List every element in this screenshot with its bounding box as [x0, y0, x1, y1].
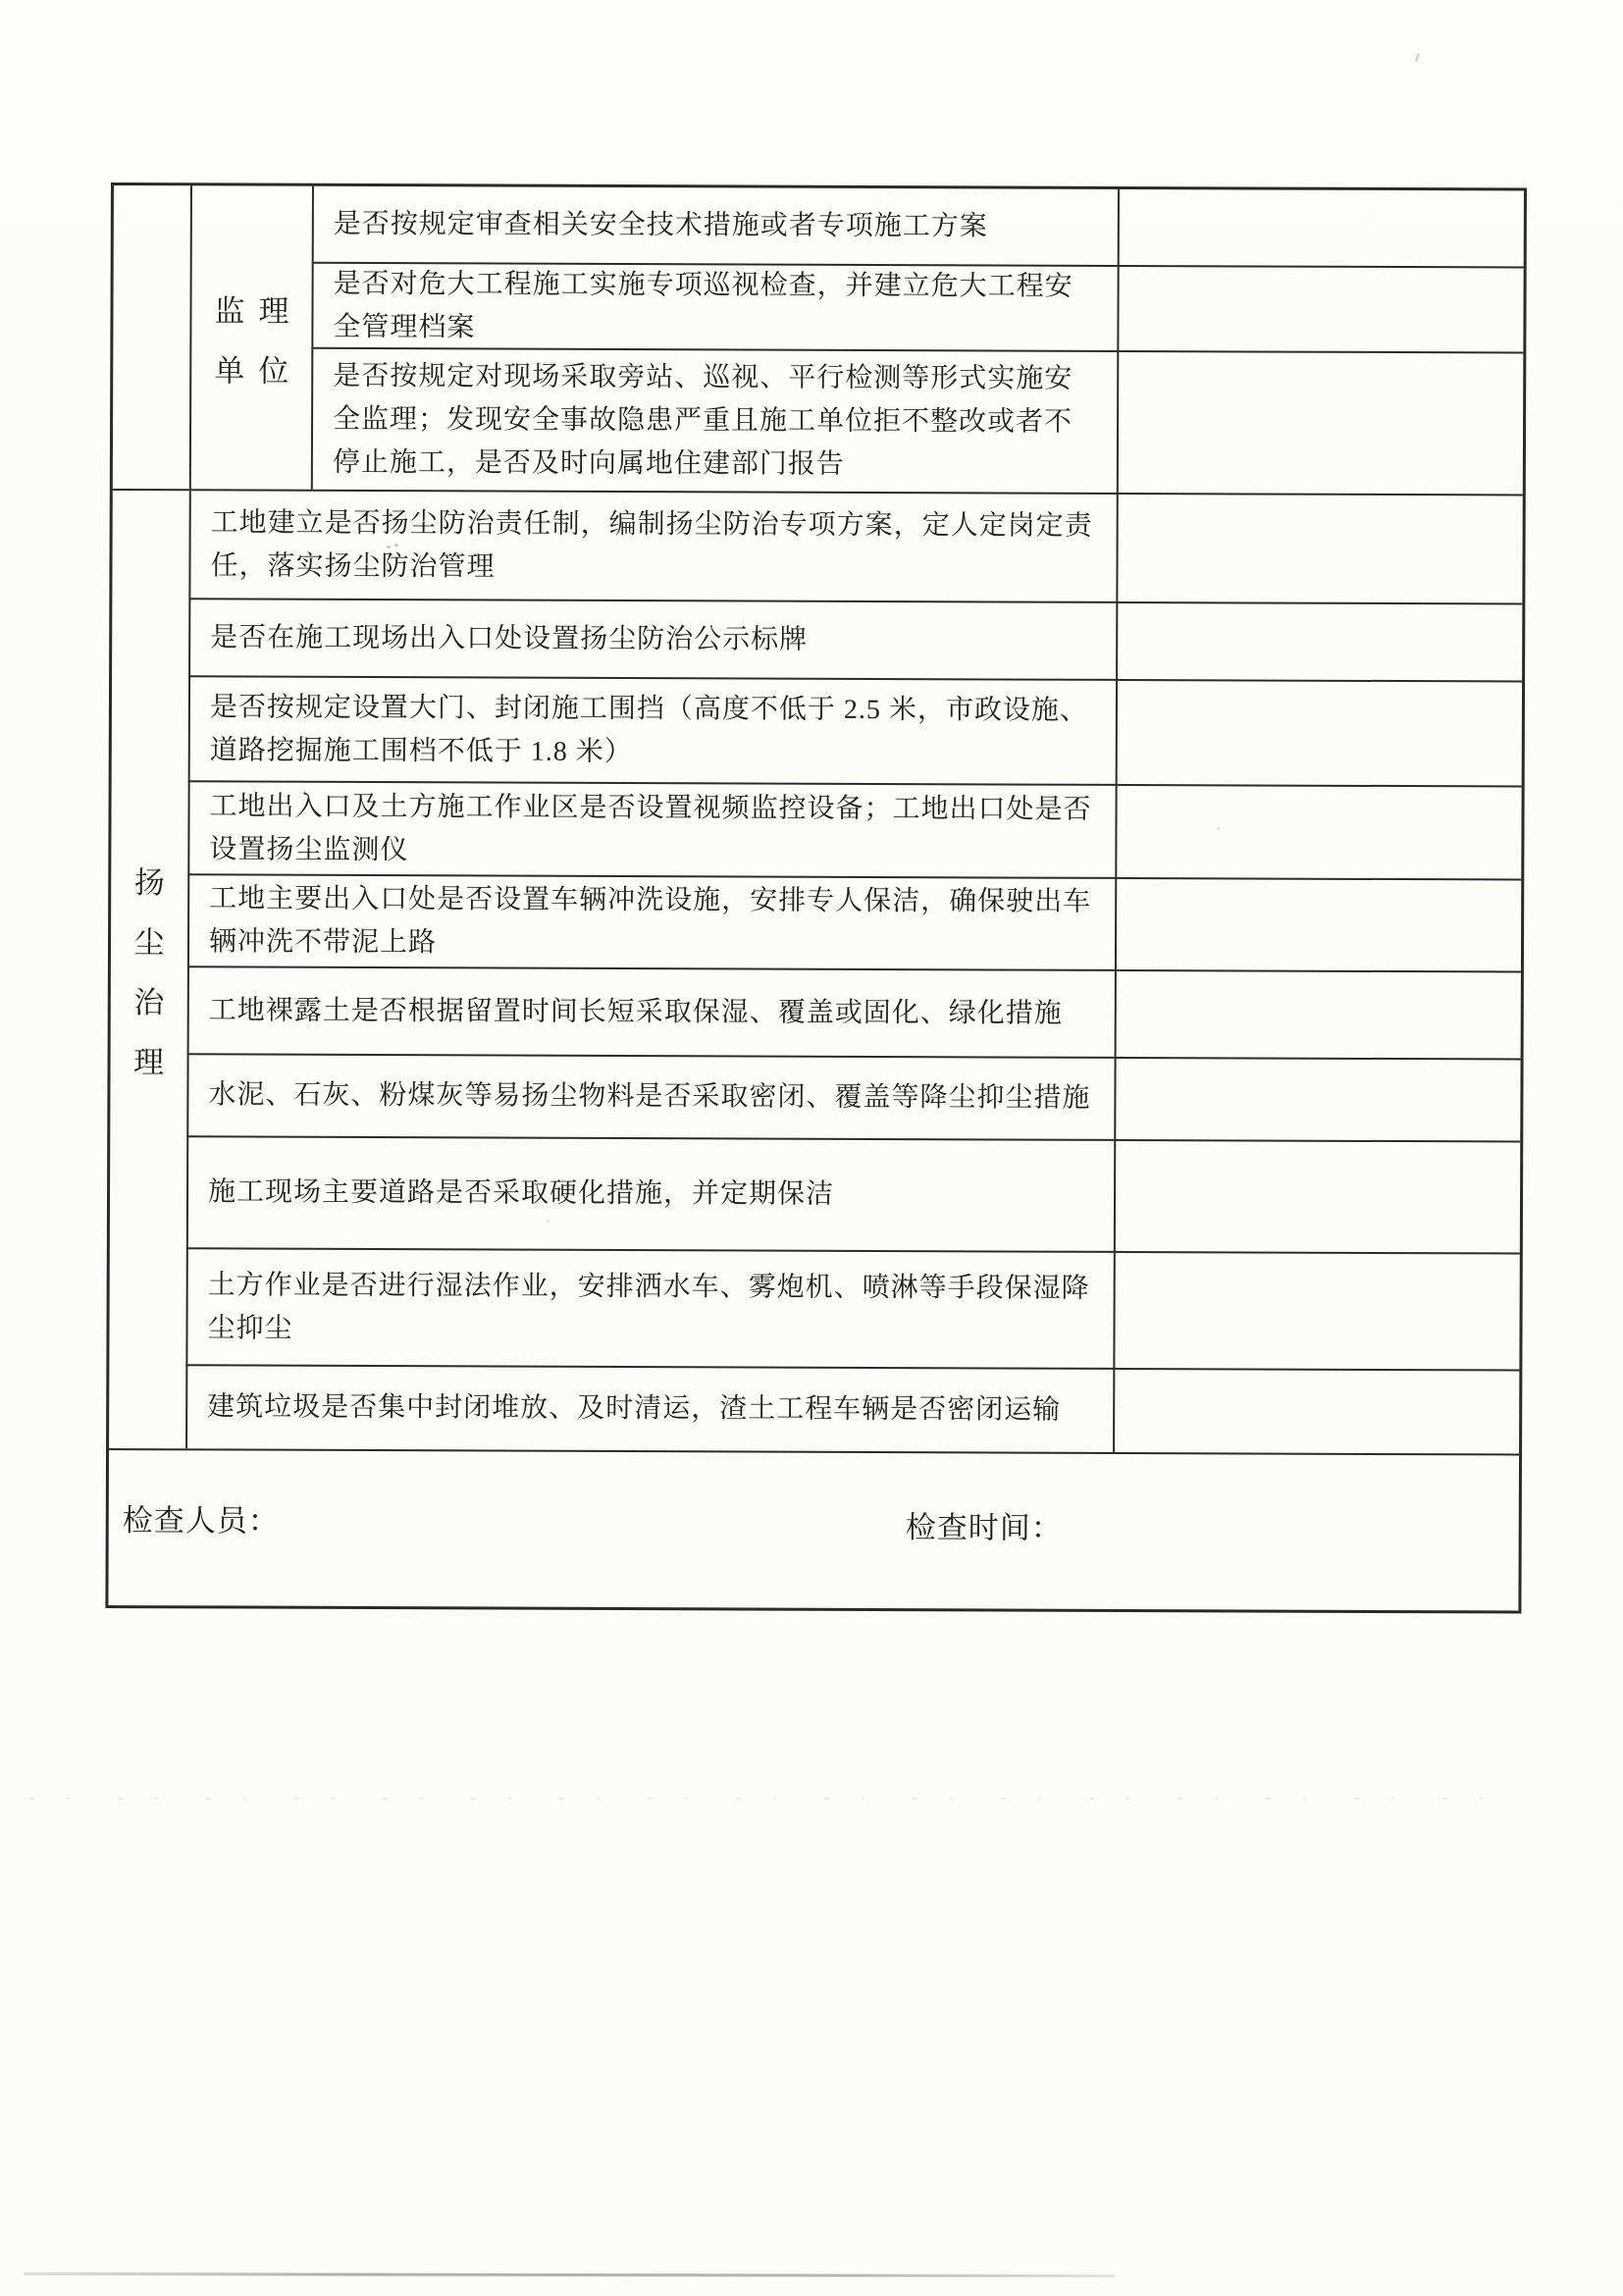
category-label-line: 单位 — [214, 352, 303, 389]
scan-artifact — [387, 546, 391, 548]
checklist-item-cell: 是否按规定对现场采取旁站、巡视、平行检测等形式实施安全监理；发现安全事故隐患严重且施工单位拒不整改或者不停止施工，是否及时向属地住建部门报告 — [311, 347, 1118, 493]
checklist-item-cell: 是否对危大工程施工实施专项巡视检查，并建立危大工程安全管理档案 — [311, 262, 1117, 350]
category-label-char: 治 — [133, 985, 165, 1020]
checklist-item-cell: 是否按规定审查相关安全技术措施或者专项施工方案 — [312, 186, 1118, 265]
result-cell — [1115, 877, 1521, 971]
category-label-line: 监理 — [214, 292, 303, 329]
result-cell — [1118, 189, 1524, 267]
result-cell — [1116, 679, 1522, 786]
checklist-item-cell: 建筑垃圾是否集中封闭堆放、及时清运，渣土工程车辆是否密闭运输 — [185, 1364, 1113, 1452]
scanner-edge-line — [24, 2272, 1115, 2277]
scan-artifact — [1415, 53, 1421, 62]
result-cell — [1116, 601, 1522, 681]
inspection-checklist-table — [105, 183, 1527, 1614]
checklist-item-cell: 水泥、石灰、粉煤灰等易扬尘物料是否采取密闭、覆盖等降尘抑尘措施 — [186, 1053, 1114, 1139]
result-cell — [1114, 1057, 1520, 1141]
checklist-item-cell: 是否在施工现场出入口处设置扬尘防治公示标牌 — [188, 598, 1116, 679]
scan-artifact — [547, 1220, 550, 1223]
result-cell — [1114, 1139, 1520, 1253]
result-cell — [1115, 784, 1521, 879]
result-cell — [1115, 969, 1521, 1059]
category-cell-dust-control — [109, 491, 189, 1448]
result-cell — [1113, 1251, 1519, 1370]
scan-artifact — [889, 287, 892, 289]
category-label-char: 理 — [132, 1045, 165, 1080]
result-cell — [1117, 350, 1524, 495]
checklist-item-cell: 工地建立是否扬尘防治责任制，编制扬尘防治专项方案，定人定岗定责任，落实扬尘防治管理 — [188, 491, 1116, 601]
inspection-time-label: 检查时间： — [905, 1510, 1063, 1545]
inspector-label: 检查人员： — [122, 1503, 280, 1539]
result-cell — [1113, 1368, 1519, 1454]
checklist-item-cell: 土方作业是否进行湿法作业，安排洒水车、雾炮机、喷淋等手段保湿降尘抑尘 — [185, 1247, 1113, 1368]
category-cell-supervision-unit — [189, 185, 312, 489]
category-label-char: 扬 — [133, 865, 165, 901]
result-cell — [1117, 265, 1523, 352]
scan-noise-band — [29, 1798, 1511, 1800]
checklist-item-cell: 工地主要出入口处是否设置车辆冲洗设施，安排专人保洁，确保驶出车辆冲洗不带泥上路 — [187, 873, 1115, 969]
category-label-char: 尘 — [133, 925, 165, 961]
checklist-item-cell: 工地裸露土是否根据留置时间长短采取保湿、覆盖或固化、绿化措施 — [187, 965, 1115, 1057]
section-supervision-unit — [113, 185, 1524, 495]
scan-artifact — [1217, 827, 1220, 830]
checklist-item-cell: 是否按规定设置大门、封闭施工围挡（高度不低于 2.5 米，市政设施、道路挖掘施工围档不低于 1.8 米） — [188, 675, 1116, 784]
footer-row — [108, 1448, 1519, 1611]
parent-category-cell — [113, 185, 190, 489]
checklist-item-cell: 施工现场主要道路是否采取硬化措施，并定期保洁 — [186, 1135, 1114, 1251]
result-cell — [1116, 495, 1522, 603]
checklist-item-cell: 工地出入口及土方施工作业区是否设置视频监控设备；工地出口处是否设置扬尘监测仪 — [187, 780, 1115, 877]
section-dust-control — [109, 489, 1523, 1454]
